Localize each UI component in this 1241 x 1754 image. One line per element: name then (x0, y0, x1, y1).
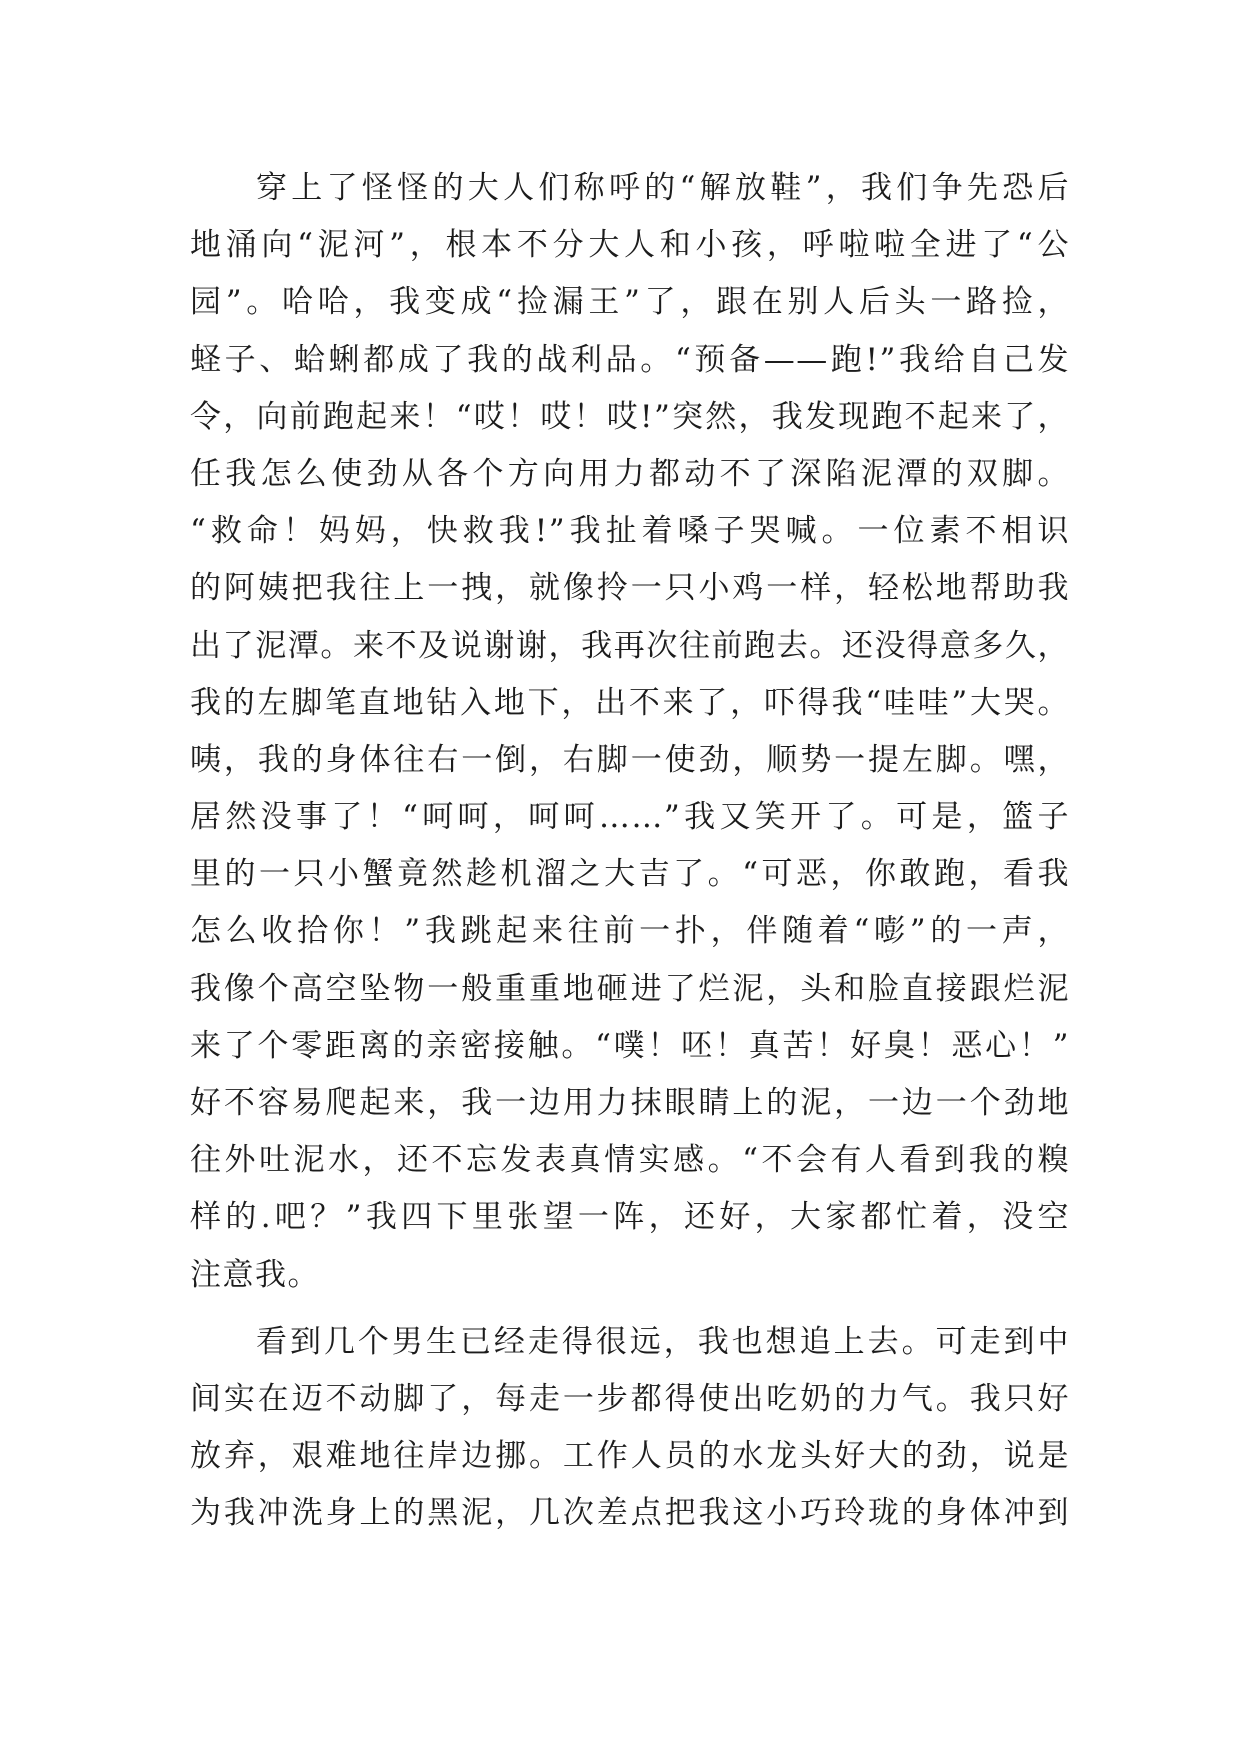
paragraph-2 (190, 1314, 1070, 1543)
text-line: 往外吐泥水，还不忘发表真情实感。“不会有人看到我的糗 (190, 1142, 1070, 1179)
text-line: 穿上了怪怪的大人们称呼的“解放鞋”，我们争先恐后 (256, 170, 1070, 206)
text-line: 我的左脚笔直地钻入地下，出不来了，吓得我“哇哇”大哭。 (190, 684, 1070, 721)
text-line: 里的一只小蟹竟然趁机溜之大吉了。“可恶，你敢跑，看我 (190, 856, 1070, 893)
text-line: “救命！妈妈，快救我!”我扯着嗓子哭喊。一位素不相识 (190, 513, 1070, 550)
text-line: 放弃，艰难地往岸边挪。工作人员的水龙头好大的劲，说是 (190, 1438, 1070, 1475)
text-line: 怎么收拾你！”我跳起来往前一扑，伴随着“嘭”的一声， (190, 913, 1070, 950)
text-line: 蛏子、蛤蜊都成了我的战利品。“预备——跑!”我给自己发 (190, 341, 1070, 378)
text-line: 地涌向“泥河”，根本不分大人和小孩，呼啦啦全进了“公 (190, 227, 1070, 264)
paragraph-1 (190, 160, 1070, 1304)
paragraph-gap (190, 1304, 1070, 1314)
text-line: 注意我。 (190, 1256, 320, 1293)
text-line: 居然没事了！“呵呵，呵呵……”我又笑开了。可是，篮子 (190, 799, 1070, 836)
text-line: 样的.吧？”我四下里张望一阵，还好，大家都忙着，没空 (190, 1199, 1070, 1236)
text-line: 好不容易爬起来，我一边用力抹眼睛上的泥，一边一个劲地 (190, 1085, 1070, 1121)
text-line: 任我怎么使劲从各个方向用力都动不了深陷泥潭的双脚。 (190, 455, 1070, 492)
text-line: 看到几个男生已经走得很远，我也想追上去。可走到中 (256, 1323, 1070, 1360)
text-line: 我像个高空坠物一般重重地砸进了烂泥，头和脸直接跟烂泥 (190, 970, 1070, 1007)
text-line: 园”。哈哈，我变成“捡漏王”了，跟在别人后头一路捡， (190, 284, 1070, 321)
text-line: 出了泥潭。来不及说谢谢，我再次往前跑去。还没得意多久， (190, 627, 1070, 664)
text-line: 咦，我的身体往右一倒，右脚一使劲，顺势一提左脚。嘿， (190, 741, 1070, 778)
text-line: 令，向前跑起来！“哎！哎！哎!”突然，我发现跑不起来了， (190, 398, 1070, 435)
text-line: 间实在迈不动脚了，每走一步都得使出吃奶的力气。我只好 (190, 1380, 1070, 1417)
text-line: 的阿姨把我往上一拽，就像拎一只小鸡一样，轻松地帮助我 (190, 570, 1070, 607)
text-line: 为我冲洗身上的黑泥，几次差点把我这小巧玲珑的身体冲到 (190, 1495, 1070, 1532)
text-line: 来了个零距离的亲密接触。“噗！呸！真苦！好臭！恶心！” (190, 1027, 1070, 1064)
document-page (190, 160, 1070, 1543)
